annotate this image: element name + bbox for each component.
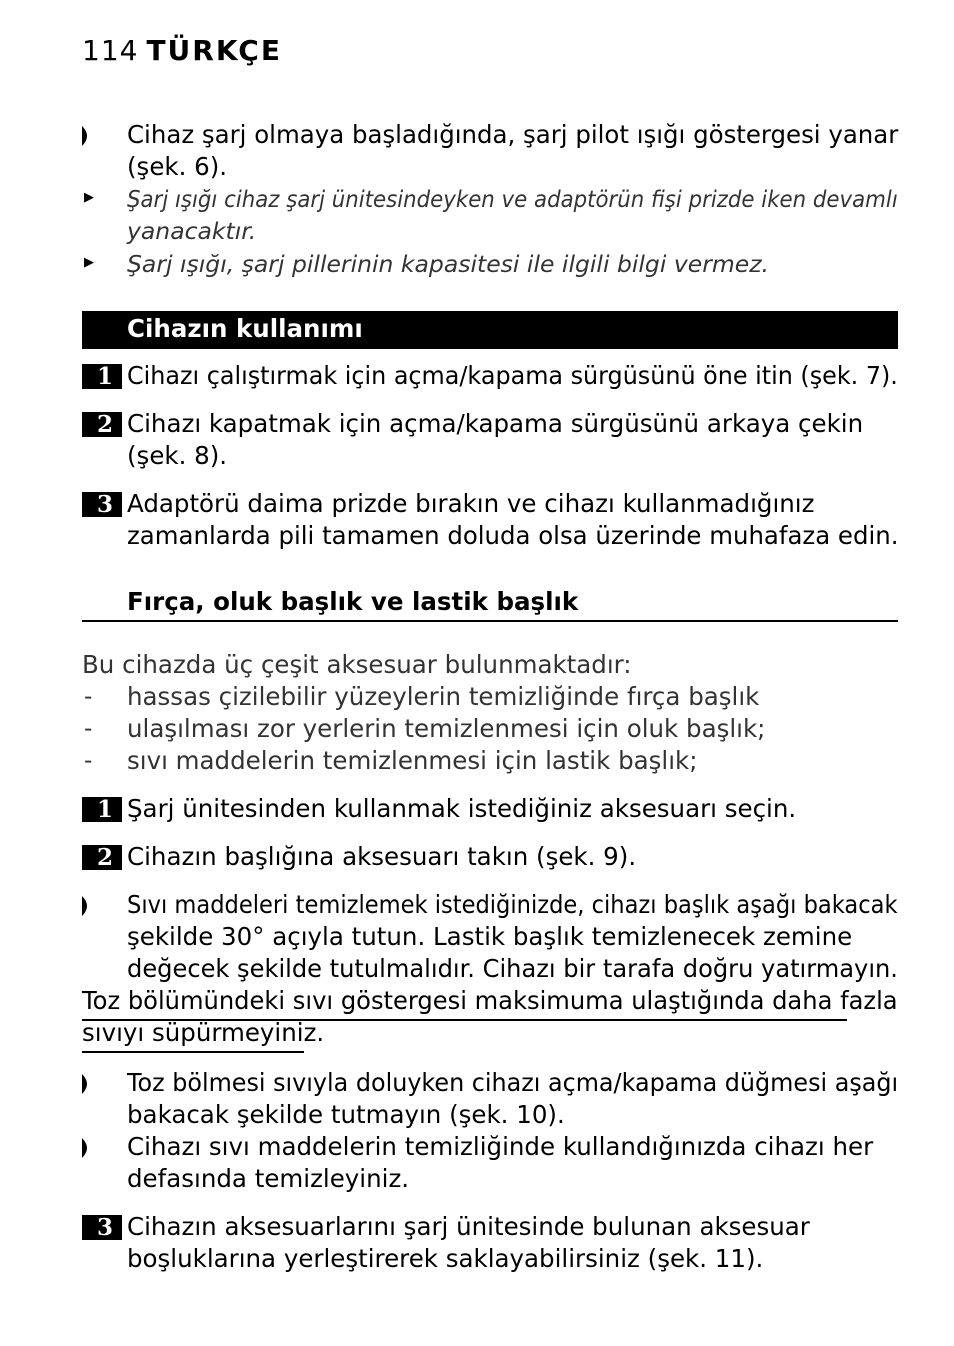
intro-text: Bu cihazda üç çeşit aksesuar bulunmaktadır: [82, 650, 632, 679]
dash-marker: - [84, 684, 93, 710]
step-text-line: Adaptörü daima prizde bırakın ve cihazı kullanmadığınız [127, 489, 815, 518]
bullet-icon [82, 1138, 92, 1158]
bullet-icon [82, 1074, 92, 1094]
dash-marker: - [84, 716, 93, 742]
subsection-rule [82, 620, 898, 622]
page-number: 114 [82, 34, 139, 67]
note-text-line: Şarj ışığı cihaz şarj ünitesindeyken ve adaptörün fişi prizde iken devamlı [127, 185, 898, 213]
instruction-text-line: Cihazı sıvı maddelerin temizliğinde kullandığınızda cihazı her [127, 1132, 874, 1161]
step-text-line: zamanlarda pili tamamen doluda olsa üzerinde muhafaza edin. [127, 521, 899, 550]
step-number: 2 [82, 845, 122, 870]
section-title: Cihazın kullanımı [127, 314, 363, 343]
list-item: ulaşılması zor yerlerin temizlenmesi için oluk başlık; [127, 714, 766, 743]
step-text-line: Cihazı kapatmak için açma/kapama sürgüsünü arkaya çekin [127, 409, 864, 438]
instruction-text-line: Sıvı maddeleri temizlemek istediğinizde, cihazı başlık aşağı bakacak [127, 890, 898, 919]
step-number: 1 [82, 364, 122, 389]
step-text-line: Şarj ünitesinden kullanmak istediğiniz aksesuarı seçin. [127, 794, 797, 823]
charging-text-line: (şek. 6). [127, 152, 228, 181]
note-arrow-icon: ▶ [84, 190, 94, 205]
step-text-line: Cihazın aksesuarlarını şarj ünitesinde bulunan aksesuar [127, 1212, 810, 1241]
charging-text-line: Cihaz şarj olmaya başladığında, şarj pilot ışığı göstergesi yanar [127, 120, 899, 149]
step-text-line: Cihazın başlığına aksesuarı takın (şek. 9). [127, 842, 637, 871]
page-header [82, 34, 282, 67]
instruction-text-line: bakacak şekilde tutmayın (şek. 10). [127, 1100, 565, 1129]
step-number: 1 [82, 797, 122, 822]
step-number: 3 [82, 1215, 122, 1240]
instruction-text-line: şekilde 30° açıyla tutun. Lastik başlık temizlenecek zemine [127, 922, 853, 951]
warning-text-line: sıvıyı süpürmeyiniz. [82, 1018, 325, 1047]
bullet-icon [82, 896, 92, 916]
list-item: hassas çizilebilir yüzeylerin temizliğinde fırça başlık [127, 682, 760, 711]
section-heading-bar [82, 311, 898, 349]
dash-marker: - [84, 748, 93, 774]
warning-text-line: Toz bölümündeki sıvı göstergesi maksimuma ulaştığında daha fazla [82, 986, 898, 1015]
instruction-text-line: Toz bölmesi sıvıyla doluyken cihazı açma/kapama düğmesi aşağı [127, 1068, 899, 1097]
subsection-title: Fırça, oluk başlık ve lastik başlık [127, 587, 579, 616]
step-text-line: (şek. 8). [127, 441, 228, 470]
step-text-line: Cihazı çalıştırmak için açma/kapama sürgüsünü öne itin (şek. 7). [127, 361, 898, 390]
instruction-text-line: defasında temizleyiniz. [127, 1164, 410, 1193]
language-title: TÜRKÇE [146, 34, 282, 67]
list-item: sıvı maddelerin temizlenmesi için lastik başlık; [127, 746, 698, 775]
note-text-line: Şarj ışığı, şarj pillerinin kapasitesi ile ilgili bilgi vermez. [127, 250, 770, 278]
note-text-line: yanacaktır. [127, 217, 257, 245]
step-text-line: boşluklarına yerleştirerek saklayabilirsiniz (şek. 11). [127, 1244, 764, 1273]
step-number: 2 [82, 412, 122, 437]
instruction-text-line: değecek şekilde tutulmalıdır. Cihazı bir tarafa doğru yatırmayın. [127, 954, 898, 983]
warning-underline [82, 1051, 304, 1053]
step-number: 3 [82, 492, 122, 517]
note-arrow-icon: ▶ [84, 255, 94, 270]
bullet-icon [82, 126, 92, 146]
